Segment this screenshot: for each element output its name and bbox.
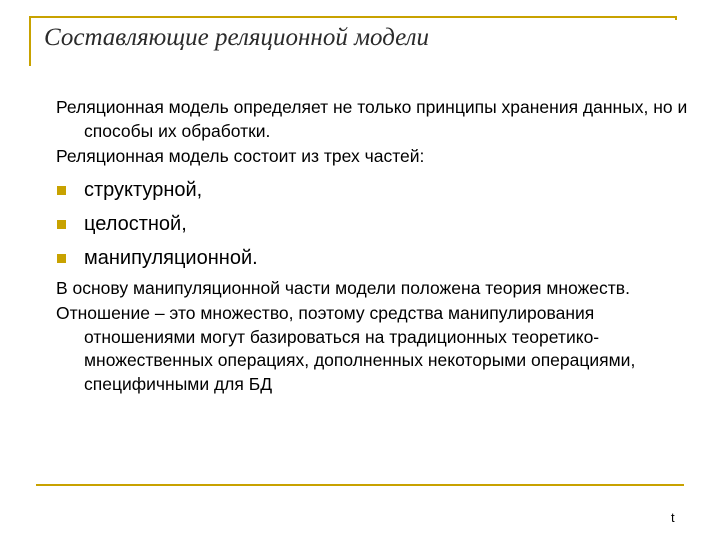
- bullet-text: целостной,: [84, 212, 187, 235]
- bullet-item-structural: [56, 173, 688, 207]
- square-bullet-icon: [57, 186, 66, 195]
- footer-divider: [36, 484, 684, 486]
- slide-title: Составляющие реляционной модели: [44, 24, 430, 51]
- square-bullet-icon: [57, 220, 66, 229]
- title-frame-corner: [675, 16, 677, 20]
- bullet-text: манипуляционной.: [84, 246, 258, 269]
- paragraph-set-theory: В основу манипуляционной части модели положена теория множеств.: [56, 277, 630, 298]
- bullet-item-integrity: [56, 207, 688, 241]
- slide-content: [56, 96, 688, 396]
- bullet-text: структурной,: [84, 178, 203, 201]
- paragraph-relation-definition: Отношение – это множество, поэтому средства манипулирования отношениями могут базироваться на традиционных теоретико-множественных операциях, дополненных некоторыми операциями, специфичными для БД: [56, 303, 636, 394]
- square-bullet-icon: [57, 254, 66, 263]
- parts-bullet-list: [56, 173, 688, 275]
- paragraph-parts-lead: Реляционная модель состоит из трех частей:: [56, 146, 425, 166]
- paragraph-intro: Реляционная модель определяет не только принципы хранения данных, но и способы их обработки.: [56, 97, 688, 141]
- page-number: t: [671, 510, 675, 525]
- bullet-item-manipulation: [56, 241, 688, 275]
